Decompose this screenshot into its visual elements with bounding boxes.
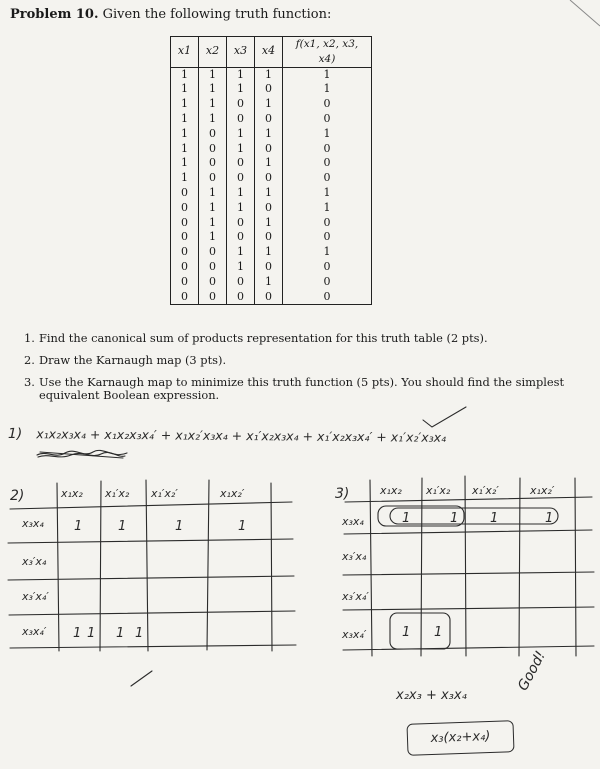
input-cell: 1 [199, 67, 227, 82]
question-item [24, 332, 584, 345]
kmap-2-col-4: x₁x₂′ [220, 487, 245, 500]
input-cell: 1 [199, 186, 227, 201]
input-cell: 0 [199, 127, 227, 142]
kmap-3-col-3: x₁′x₂′ [472, 484, 499, 497]
truth-table-row [171, 156, 372, 171]
input-cell: 0 [255, 260, 283, 275]
input-cell: 1 [199, 112, 227, 127]
output-cell: 1 [283, 67, 372, 82]
input-cell: 0 [255, 290, 283, 305]
output-cell: 1 [283, 186, 372, 201]
input-cell: 0 [227, 156, 255, 171]
input-cell: 0 [227, 112, 255, 127]
grader-comment: Good! [515, 648, 550, 694]
input-cell: 0 [199, 171, 227, 186]
input-cell: 1 [171, 142, 199, 157]
kmap-3-cell: 1 [402, 511, 411, 526]
input-cell: 1 [227, 82, 255, 97]
kmap-3-row-4: x₃x₄′ [342, 628, 367, 641]
question-number: 1. [24, 331, 35, 345]
kmap-3-col-2: x₁′x₂ [426, 484, 451, 497]
input-cell: 0 [199, 260, 227, 275]
answer-1-number: 1) [7, 426, 23, 443]
input-cell: 1 [171, 156, 199, 171]
kmap-3-cell: 1 [545, 511, 554, 526]
kmap-3-row-3: x₃′x₄′ [342, 590, 369, 603]
input-cell: 1 [255, 156, 283, 171]
question-item [24, 376, 584, 402]
input-cell: 0 [227, 290, 255, 305]
kmap-3-col-4: x₁x₂′ [530, 484, 555, 497]
truth-table-row [171, 186, 372, 201]
header-x1: x1 [171, 37, 199, 68]
input-cell: 0 [227, 97, 255, 112]
kmap-2 [0, 475, 300, 675]
input-cell: 1 [227, 245, 255, 260]
factored-expression-box [406, 720, 514, 756]
question-text: Draw the Karnaugh map (3 pts). [39, 353, 227, 367]
crossed-out-scribble [35, 447, 130, 461]
kmap-3-label: 3) [335, 486, 350, 502]
problem-text: Given the following truth function: [102, 7, 332, 22]
output-cell: 0 [283, 156, 372, 171]
input-cell: 0 [171, 216, 199, 231]
input-cell: 1 [199, 97, 227, 112]
output-cell: 0 [283, 112, 372, 127]
kmap-2-col-3: x₁′x₂′ [151, 487, 178, 500]
input-cell: 0 [199, 290, 227, 305]
kmap-2-cell: 1 [116, 626, 125, 641]
input-cell: 0 [227, 230, 255, 245]
input-cell: 0 [199, 245, 227, 260]
output-cell: 1 [283, 201, 372, 216]
input-cell: 0 [171, 201, 199, 216]
input-cell: 1 [227, 260, 255, 275]
input-cell: 1 [255, 186, 283, 201]
input-cell: 1 [227, 127, 255, 142]
input-cell: 1 [171, 67, 199, 82]
input-cell: 0 [199, 142, 227, 157]
input-cell: 1 [255, 97, 283, 112]
input-cell: 0 [227, 216, 255, 231]
kmap-3-cell: 1 [402, 625, 411, 640]
input-cell: 1 [227, 201, 255, 216]
problem-header: Problem 10. Given the following truth function: [10, 7, 332, 22]
truth-table-row [171, 171, 372, 186]
handwritten-answer-1 [8, 426, 446, 446]
input-cell: 1 [199, 82, 227, 97]
input-cell: 1 [255, 67, 283, 82]
answer-1-expression: x₁x₂x₃x₄ + x₁x₂x₃x₄′ + x₁x₂′x₃x₄ + x₁′x₂x₃x₄ + x₁′x₂x₃x₄′ + x₁′x₂′x₃x₄ [36, 426, 447, 445]
input-cell: 0 [255, 112, 283, 127]
truth-table-row [171, 127, 372, 142]
kmap-3-col-1: x₁x₂ [380, 484, 402, 497]
input-cell: 0 [199, 275, 227, 290]
input-cell: 1 [171, 171, 199, 186]
input-cell: 1 [255, 245, 283, 260]
input-cell: 0 [171, 245, 199, 260]
truth-table-header-row [171, 37, 372, 68]
input-cell: 1 [227, 142, 255, 157]
truth-table-row [171, 142, 372, 157]
question-text: Find the canonical sum of products representation for this truth table (2 pts). [39, 331, 488, 345]
input-cell: 0 [171, 275, 199, 290]
truth-table-row [171, 290, 372, 305]
input-cell: 0 [255, 201, 283, 216]
kmap-2-col-1: x₁x₂ [61, 487, 83, 500]
input-cell: 1 [255, 275, 283, 290]
kmap-2-cell: 1 [175, 519, 184, 534]
minimized-expression: x₂x₃ + x₃x₄ [396, 688, 467, 703]
input-cell: 1 [171, 97, 199, 112]
question-list [24, 332, 584, 411]
kmap-2-cell: 1 [118, 519, 127, 534]
input-cell: 0 [227, 171, 255, 186]
input-cell: 1 [171, 112, 199, 127]
input-cell: 0 [171, 186, 199, 201]
kmap-3-cell: 1 [490, 511, 499, 526]
header-f: f(x1, x2, x3, x4) [283, 37, 372, 68]
input-cell: 0 [255, 82, 283, 97]
truth-table-row [171, 82, 372, 97]
input-cell: 0 [255, 171, 283, 186]
input-cell: 0 [199, 156, 227, 171]
input-cell: 1 [199, 216, 227, 231]
kmap-2-label: 2) [10, 488, 25, 504]
kmap-3-row-1: x₃x₄ [342, 515, 364, 528]
kmap-3 [330, 470, 600, 670]
kmap-3-row-2: x₃′x₄ [342, 550, 367, 563]
input-cell: 0 [255, 230, 283, 245]
input-cell: 0 [227, 275, 255, 290]
truth-table-row [171, 230, 372, 245]
kmap-2-col-2: x₁′x₂ [105, 487, 130, 500]
kmap-2-cell: 1 [74, 519, 83, 534]
truth-table-row [171, 112, 372, 127]
output-cell: 1 [283, 245, 372, 260]
output-cell: 0 [283, 275, 372, 290]
problem-label: Problem 10 [10, 7, 94, 22]
kmap-2-row-4: x₃x₄′ [22, 625, 47, 638]
kmap-2-cell: 1 [87, 626, 96, 641]
output-cell: 0 [283, 171, 372, 186]
question-text: Use the Karnaugh map to minimize this truth function (5 pts). You should find the simplest equivalent Boolean expression. [39, 375, 565, 402]
output-cell: 1 [283, 82, 372, 97]
output-cell: 1 [283, 127, 372, 142]
truth-table-row [171, 201, 372, 216]
question-item [24, 354, 584, 367]
input-cell: 0 [255, 142, 283, 157]
output-cell: 0 [283, 216, 372, 231]
input-cell: 0 [171, 290, 199, 305]
header-x3: x3 [227, 37, 255, 68]
truth-table-row [171, 97, 372, 112]
kmap-2-cell: 1 [73, 626, 82, 641]
factored-expression: x₃(x₂+x₄) [430, 728, 491, 747]
kmap-2-row-2: x₃′x₄ [22, 555, 47, 568]
header-x4: x4 [255, 37, 283, 68]
kmap-2-row-3: x₃′x₄′ [22, 590, 49, 603]
truth-table-row [171, 260, 372, 275]
question-number: 2. [24, 353, 35, 367]
output-cell: 0 [283, 142, 372, 157]
check-mark [420, 405, 470, 430]
input-cell: 1 [199, 230, 227, 245]
input-cell: 1 [227, 186, 255, 201]
question-number: 3. [24, 375, 35, 389]
output-cell: 0 [283, 97, 372, 112]
input-cell: 1 [227, 67, 255, 82]
output-cell: 0 [283, 230, 372, 245]
input-cell: 1 [171, 127, 199, 142]
kmap-2-row-1: x₃x₄ [22, 517, 44, 530]
pen-mark [128, 668, 158, 690]
header-x2: x2 [199, 37, 227, 68]
truth-table-row [171, 216, 372, 231]
output-cell: 0 [283, 260, 372, 275]
truth-table [170, 36, 372, 305]
truth-table-row [171, 245, 372, 260]
page-corner-fold [560, 0, 600, 40]
input-cell: 0 [171, 230, 199, 245]
input-cell: 0 [171, 260, 199, 275]
kmap-2-cell: 1 [135, 626, 144, 641]
input-cell: 1 [171, 82, 199, 97]
output-cell: 0 [283, 290, 372, 305]
truth-table-body [171, 67, 372, 305]
input-cell: 1 [199, 201, 227, 216]
truth-table-row [171, 275, 372, 290]
input-cell: 1 [255, 127, 283, 142]
kmap-2-cell: 1 [238, 519, 247, 534]
truth-table-row [171, 67, 372, 82]
kmap-3-group-top-row [390, 508, 558, 524]
kmap-3-cell: 1 [434, 625, 443, 640]
kmap-3-cell: 1 [450, 511, 459, 526]
input-cell: 1 [255, 216, 283, 231]
